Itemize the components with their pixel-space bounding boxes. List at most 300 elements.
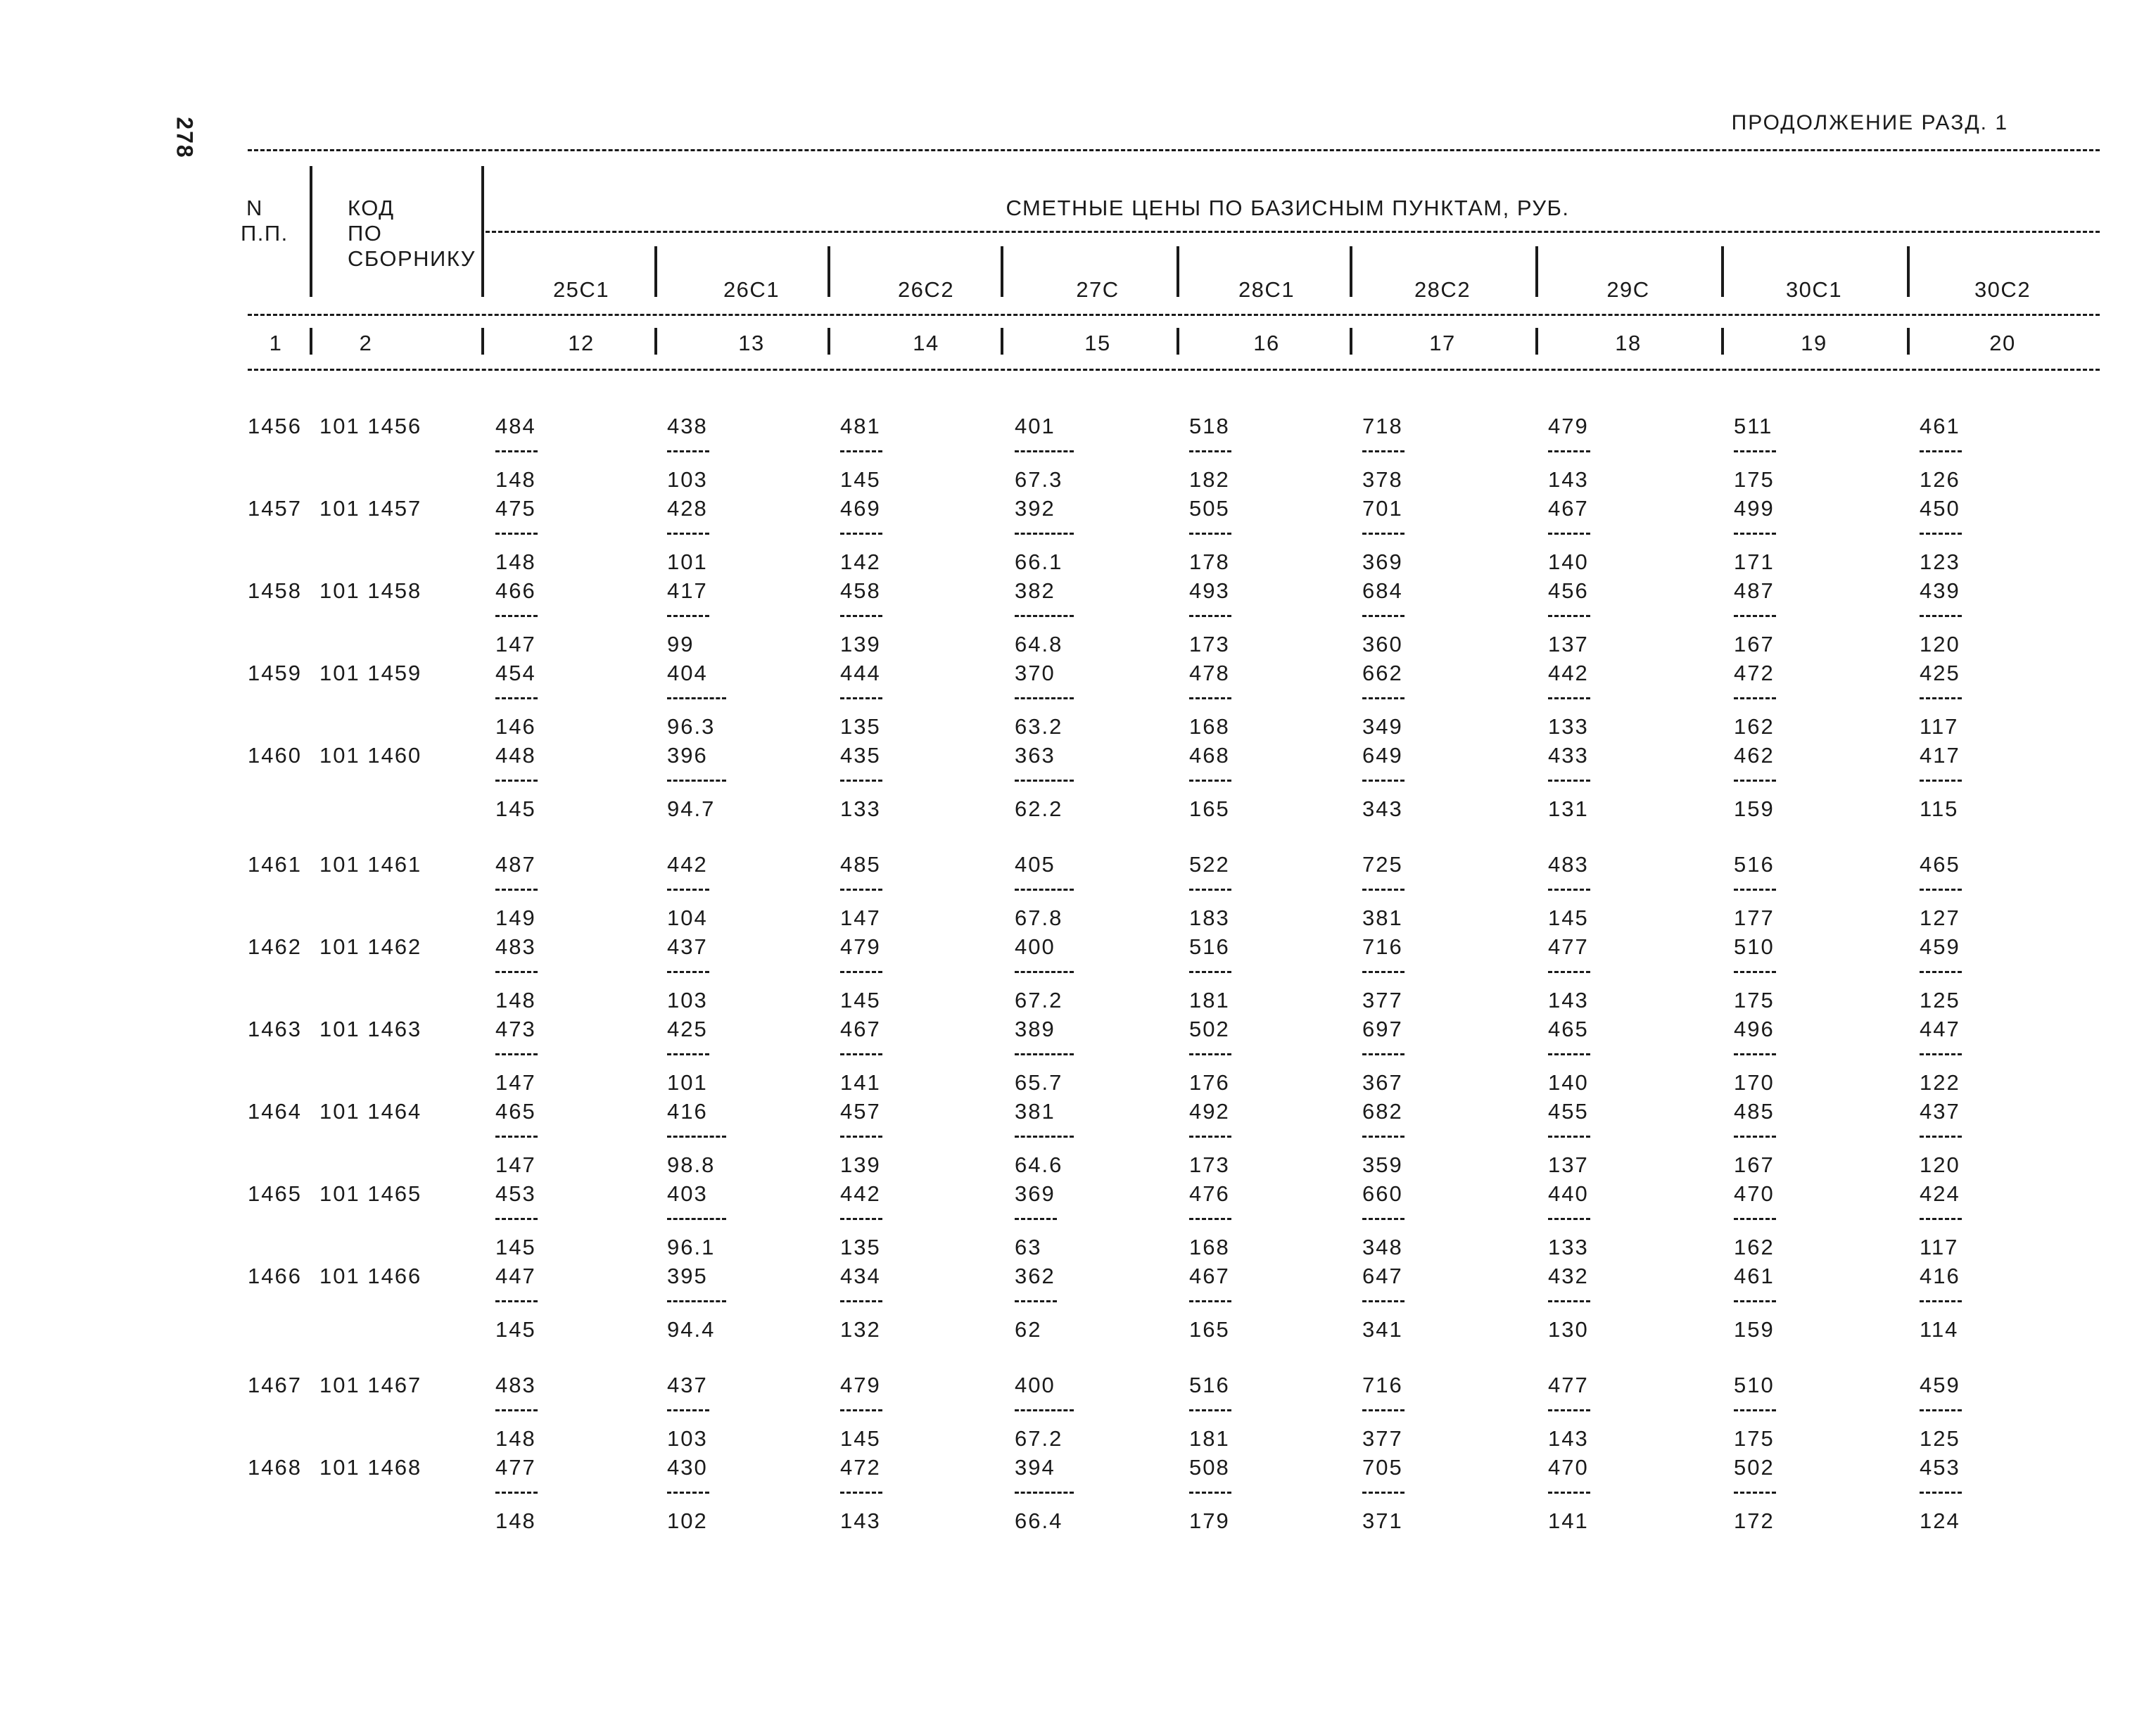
- price-cell-bottom: 348: [1362, 1235, 1403, 1259]
- price-cell-bottom: 159: [1734, 1317, 1775, 1342]
- price-cell-bottom: 145: [840, 1426, 881, 1451]
- price-cell-bottom: 148: [495, 467, 536, 492]
- price-cell-top: 493: [1189, 578, 1230, 603]
- row-number: 1464: [248, 1099, 302, 1124]
- column-header: 25С1: [552, 277, 610, 302]
- price-cell-bottom: 63: [1015, 1235, 1042, 1259]
- fraction-line: [1548, 1300, 1590, 1302]
- fraction-line: [1920, 780, 1962, 782]
- price-cell-bottom: 101: [667, 1070, 708, 1095]
- fraction-line: [1362, 697, 1404, 699]
- price-cell-bottom: 149: [495, 906, 536, 930]
- price-cell-top: 437: [667, 1373, 708, 1397]
- price-cell-top: 467: [840, 1017, 881, 1041]
- price-cell-bottom: 143: [1548, 467, 1589, 492]
- fraction-line: [1015, 1053, 1074, 1055]
- fraction-line: [1362, 1136, 1404, 1138]
- price-cell-top: 705: [1362, 1455, 1403, 1480]
- fraction-line: [1734, 889, 1776, 891]
- price-cell-top: 467: [1189, 1264, 1230, 1288]
- price-cell-top: 430: [667, 1455, 708, 1480]
- price-cell-bottom: 62: [1015, 1317, 1042, 1342]
- price-cell-bottom: 167: [1734, 632, 1775, 656]
- fraction-line: [840, 1409, 882, 1411]
- price-cell-bottom: 143: [1548, 1426, 1589, 1451]
- header-divider-n: [310, 166, 312, 297]
- price-cell-bottom: 117: [1920, 1235, 1959, 1259]
- price-cell-bottom: 133: [1548, 1235, 1589, 1259]
- fraction-line: [1015, 450, 1074, 452]
- fraction-line: [495, 1053, 538, 1055]
- price-cell-bottom: 145: [840, 988, 881, 1012]
- price-cell-top: 370: [1015, 661, 1055, 685]
- price-cell-bottom: 165: [1189, 1317, 1230, 1342]
- price-cell-bottom: 148: [495, 1508, 536, 1533]
- price-cell-top: 469: [840, 496, 881, 521]
- price-cell-top: 647: [1362, 1264, 1403, 1288]
- price-cell-bottom: 62.2: [1015, 796, 1063, 821]
- price-cell-top: 456: [1548, 578, 1589, 603]
- price-cell-bottom: 145: [495, 1235, 536, 1259]
- price-cell-top: 462: [1734, 743, 1775, 768]
- fraction-line: [1362, 533, 1404, 535]
- price-cell-top: 479: [840, 934, 881, 959]
- price-cell-bottom: 133: [840, 796, 881, 821]
- price-cell-bottom: 360: [1362, 632, 1403, 656]
- row-code: 101 1467: [319, 1373, 422, 1397]
- price-cell-top: 475: [495, 496, 536, 521]
- fraction-line: [840, 1300, 882, 1302]
- price-cell-top: 479: [1548, 414, 1589, 438]
- row-code: 101 1459: [319, 661, 422, 685]
- price-cell-top: 416: [667, 1099, 708, 1124]
- fraction-line: [667, 1136, 726, 1138]
- price-cell-top: 487: [1734, 578, 1775, 603]
- row-number: 1457: [248, 496, 302, 521]
- fraction-line: [840, 780, 882, 782]
- header-divider-col-7: [1721, 246, 1724, 297]
- price-cell-top: 448: [495, 743, 536, 768]
- fraction-line: [495, 615, 538, 617]
- fraction-line: [495, 1218, 538, 1220]
- row-number: 1460: [248, 743, 302, 768]
- price-cell-bottom: 104: [667, 906, 708, 930]
- price-cell-top: 465: [1548, 1017, 1589, 1041]
- number-row-divider-2: [654, 328, 657, 355]
- fraction-line: [1920, 533, 1962, 535]
- price-cell-bottom: 139: [840, 1152, 881, 1177]
- price-cell-top: 502: [1734, 1455, 1775, 1480]
- number-row-divider-9: [1907, 328, 1910, 355]
- price-cell-bottom: 172: [1734, 1508, 1775, 1533]
- fraction-line: [1189, 1492, 1231, 1494]
- price-cell-bottom: 125: [1920, 1426, 1960, 1451]
- price-cell-top: 400: [1015, 934, 1055, 959]
- price-cell-bottom: 142: [840, 549, 881, 574]
- price-cell-bottom: 146: [495, 714, 536, 739]
- number-row-divider-1: [481, 328, 484, 355]
- row-number: 1459: [248, 661, 302, 685]
- price-cell-top: 496: [1734, 1017, 1775, 1041]
- price-cell-bottom: 369: [1362, 549, 1403, 574]
- fraction-line: [1189, 615, 1231, 617]
- fraction-line: [667, 1492, 709, 1494]
- price-cell-top: 400: [1015, 1373, 1055, 1397]
- price-cell-bottom: 147: [840, 906, 881, 930]
- price-cell-bottom: 132: [840, 1317, 881, 1342]
- price-cell-bottom: 183: [1189, 906, 1230, 930]
- price-cell-top: 437: [1920, 1099, 1960, 1124]
- price-cell-top: 492: [1189, 1099, 1230, 1124]
- price-cell-top: 483: [495, 934, 536, 959]
- fraction-line: [1734, 1218, 1776, 1220]
- fraction-line: [1015, 780, 1074, 782]
- row-code: 101 1461: [319, 852, 422, 877]
- price-cell-top: 401: [1015, 414, 1055, 438]
- price-cell-bottom: 175: [1734, 467, 1775, 492]
- price-cell-bottom: 137: [1548, 1152, 1589, 1177]
- price-cell-top: 516: [1189, 934, 1230, 959]
- price-cell-bottom: 131: [1548, 796, 1589, 821]
- price-cell-top: 508: [1189, 1455, 1230, 1480]
- page-number: 278: [172, 117, 198, 159]
- price-cell-top: 516: [1189, 1373, 1230, 1397]
- column-header: 28С2: [1414, 277, 1471, 302]
- price-cell-top: 433: [1548, 743, 1589, 768]
- price-cell-bottom: 181: [1189, 1426, 1230, 1451]
- fraction-line: [495, 697, 538, 699]
- price-cell-bottom: 103: [667, 467, 708, 492]
- price-cell-top: 485: [1734, 1099, 1775, 1124]
- row-code: 101 1460: [319, 743, 422, 768]
- fraction-line: [1920, 1218, 1962, 1220]
- price-cell-bottom: 182: [1189, 467, 1230, 492]
- price-cell-bottom: 341: [1362, 1317, 1403, 1342]
- price-cell-top: 416: [1920, 1264, 1960, 1288]
- price-cell-top: 396: [667, 743, 708, 768]
- price-cell-top: 483: [495, 1373, 536, 1397]
- price-cell-top: 505: [1189, 496, 1230, 521]
- fraction-line: [1362, 1218, 1404, 1220]
- header-divider-col-6: [1535, 246, 1538, 297]
- row-number: 1462: [248, 934, 302, 959]
- price-cell-top: 392: [1015, 496, 1055, 521]
- price-cell-top: 447: [1920, 1017, 1960, 1041]
- column-header: 30С2: [1974, 277, 2031, 302]
- fraction-line: [1734, 1300, 1776, 1302]
- fraction-line: [1920, 889, 1962, 891]
- fraction-line: [1362, 1409, 1404, 1411]
- price-cell-bottom: 162: [1734, 714, 1775, 739]
- fraction-line: [1189, 1300, 1231, 1302]
- fraction-line: [667, 1409, 709, 1411]
- fraction-line: [1015, 533, 1074, 535]
- price-cell-bottom: 162: [1734, 1235, 1775, 1259]
- price-cell-top: 435: [840, 743, 881, 768]
- price-cell-bottom: 177: [1734, 906, 1775, 930]
- price-cell-bottom: 381: [1362, 906, 1403, 930]
- price-cell-bottom: 67.3: [1015, 467, 1063, 492]
- price-cell-top: 510: [1734, 934, 1775, 959]
- fraction-line: [1920, 1300, 1962, 1302]
- price-cell-top: 477: [1548, 1373, 1589, 1397]
- price-cell-bottom: 139: [840, 632, 881, 656]
- column-header: 29С: [1606, 277, 1650, 302]
- price-cell-bottom: 94.7: [667, 796, 716, 821]
- price-cell-top: 404: [667, 661, 708, 685]
- fraction-line: [667, 971, 709, 973]
- fraction-line: [495, 1409, 538, 1411]
- price-cell-bottom: 133: [1548, 714, 1589, 739]
- price-cell-bottom: 145: [495, 1317, 536, 1342]
- row-number: 1467: [248, 1373, 302, 1397]
- header-divider-col-3: [1001, 246, 1003, 297]
- fraction-line: [1548, 780, 1590, 782]
- price-cell-top: 465: [495, 1099, 536, 1124]
- price-cell-top: 473: [495, 1017, 536, 1041]
- price-cell-bottom: 103: [667, 988, 708, 1012]
- row-number: 1456: [248, 414, 302, 438]
- price-cell-top: 466: [495, 578, 536, 603]
- price-cell-bottom: 141: [840, 1070, 881, 1095]
- price-cell-top: 432: [1548, 1264, 1589, 1288]
- price-cell-top: 389: [1015, 1017, 1055, 1041]
- price-cell-bottom: 145: [1548, 906, 1589, 930]
- price-cell-bottom: 148: [495, 1426, 536, 1451]
- fraction-line: [1189, 1409, 1231, 1411]
- fraction-line: [1734, 780, 1776, 782]
- fraction-line: [1015, 1218, 1057, 1220]
- price-cell-top: 457: [840, 1099, 881, 1124]
- price-cell-bottom: 170: [1734, 1070, 1775, 1095]
- price-cell-top: 417: [1920, 743, 1960, 768]
- fraction-line: [1548, 450, 1590, 452]
- price-cell-top: 450: [1920, 496, 1960, 521]
- fraction-line: [840, 697, 882, 699]
- fraction-line: [1015, 971, 1074, 973]
- price-cell-bottom: 349: [1362, 714, 1403, 739]
- price-cell-top: 459: [1920, 1373, 1960, 1397]
- fraction-line: [1362, 889, 1404, 891]
- column-number: 13: [738, 331, 765, 355]
- fraction-line: [1362, 1492, 1404, 1494]
- price-cell-top: 682: [1362, 1099, 1403, 1124]
- price-cell-bottom: 173: [1189, 1152, 1230, 1177]
- price-cell-top: 425: [1920, 661, 1960, 685]
- header-divider-col-5: [1350, 246, 1352, 297]
- header-code-line3: СБОРНИКУ: [348, 246, 476, 271]
- price-cell-top: 477: [1548, 934, 1589, 959]
- price-cell-top: 477: [495, 1455, 536, 1480]
- number-row-divider-4: [1001, 328, 1003, 355]
- price-cell-top: 487: [495, 852, 536, 877]
- header-divider-col-4: [1177, 246, 1179, 297]
- fraction-line: [1362, 971, 1404, 973]
- fraction-line: [495, 1492, 538, 1494]
- row-code: 101 1466: [319, 1264, 422, 1288]
- price-cell-top: 405: [1015, 852, 1055, 877]
- fraction-line: [840, 889, 882, 891]
- price-cell-top: 472: [840, 1455, 881, 1480]
- row-number: 1461: [248, 852, 302, 877]
- section-note: ПРОДОЛЖЕНИЕ РАЗД. 1: [1731, 111, 2008, 134]
- price-cell-top: 483: [1548, 852, 1589, 877]
- price-cell-top: 440: [1548, 1181, 1589, 1206]
- price-cell-bottom: 147: [495, 632, 536, 656]
- price-cell-top: 363: [1015, 743, 1055, 768]
- fraction-line: [1362, 615, 1404, 617]
- price-cell-bottom: 67.2: [1015, 1426, 1063, 1451]
- price-cell-top: 455: [1548, 1099, 1589, 1124]
- price-cell-top: 461: [1734, 1264, 1775, 1288]
- price-cell-top: 434: [840, 1264, 881, 1288]
- fraction-line: [1734, 1492, 1776, 1494]
- fraction-line: [840, 1136, 882, 1138]
- fraction-line: [1734, 450, 1776, 452]
- price-cell-bottom: 126: [1920, 467, 1960, 492]
- price-cell-top: 465: [1920, 852, 1960, 877]
- price-cell-bottom: 117: [1920, 714, 1959, 739]
- header-divider-col-2: [827, 246, 830, 297]
- fraction-line: [1015, 1492, 1074, 1494]
- fraction-line: [1734, 971, 1776, 973]
- price-cell-top: 479: [840, 1373, 881, 1397]
- price-cell-top: 381: [1015, 1099, 1055, 1124]
- fraction-line: [495, 533, 538, 535]
- price-cell-bottom: 145: [495, 796, 536, 821]
- price-cell-bottom: 171: [1734, 549, 1775, 574]
- fraction-line: [1189, 1053, 1231, 1055]
- price-cell-top: 467: [1548, 496, 1589, 521]
- price-cell-top: 453: [495, 1181, 536, 1206]
- price-cell-bottom: 143: [1548, 988, 1589, 1012]
- price-cell-bottom: 147: [495, 1152, 536, 1177]
- price-cell-top: 461: [1920, 414, 1960, 438]
- price-cell-bottom: 63.2: [1015, 714, 1063, 739]
- price-cell-bottom: 176: [1189, 1070, 1230, 1095]
- fraction-line: [495, 971, 538, 973]
- fraction-line: [1734, 1053, 1776, 1055]
- price-cell-top: 470: [1734, 1181, 1775, 1206]
- price-cell-bottom: 122: [1920, 1070, 1960, 1095]
- column-number: 20: [1989, 331, 2016, 355]
- price-cell-top: 478: [1189, 661, 1230, 685]
- price-cell-top: 518: [1189, 414, 1230, 438]
- header-group-title: СМЕТНЫЕ ЦЕНЫ ПО БАЗИСНЫМ ПУНКТАМ, РУБ.: [1006, 196, 1570, 220]
- fraction-line: [1548, 697, 1590, 699]
- fraction-line: [1920, 697, 1962, 699]
- fraction-line: [667, 533, 709, 535]
- price-cell-bottom: 178: [1189, 549, 1230, 574]
- fraction-line: [1362, 450, 1404, 452]
- fraction-line: [667, 780, 726, 782]
- price-cell-top: 424: [1920, 1181, 1960, 1206]
- fraction-line: [495, 1136, 538, 1138]
- price-cell-top: 439: [1920, 578, 1960, 603]
- price-cell-bottom: 99: [667, 632, 695, 656]
- header-n-line1: N: [246, 196, 263, 220]
- price-cell-bottom: 114: [1920, 1317, 1959, 1342]
- price-cell-top: 499: [1734, 496, 1775, 521]
- fraction-line: [1015, 889, 1074, 891]
- fraction-line: [667, 697, 726, 699]
- price-cell-top: 472: [1734, 661, 1775, 685]
- price-cell-bottom: 67.2: [1015, 988, 1063, 1012]
- header-mid-rule: [248, 314, 2100, 316]
- number-row-divider-3: [827, 328, 830, 355]
- column-number: 19: [1801, 331, 1827, 355]
- row-code: 101 1468: [319, 1455, 422, 1480]
- column-header: 28С1: [1238, 277, 1295, 302]
- column-number: 18: [1615, 331, 1642, 355]
- fraction-line: [1189, 889, 1231, 891]
- fraction-line: [1920, 1136, 1962, 1138]
- price-cell-top: 454: [495, 661, 536, 685]
- fraction-line: [1548, 971, 1590, 973]
- fraction-line: [1920, 1409, 1962, 1411]
- fraction-line: [840, 450, 882, 452]
- price-cell-top: 481: [840, 414, 881, 438]
- price-cell-top: 660: [1362, 1181, 1403, 1206]
- price-cell-bottom: 130: [1548, 1317, 1589, 1342]
- fraction-line: [667, 1218, 726, 1220]
- fraction-line: [495, 1300, 538, 1302]
- price-cell-bottom: 140: [1548, 1070, 1589, 1095]
- price-cell-bottom: 140: [1548, 549, 1589, 574]
- price-cell-top: 511: [1734, 414, 1773, 438]
- price-cell-bottom: 115: [1920, 796, 1959, 821]
- price-cell-bottom: 67.8: [1015, 906, 1063, 930]
- price-cell-top: 649: [1362, 743, 1403, 768]
- column-number: 2: [359, 331, 373, 355]
- price-cell-bottom: 181: [1189, 988, 1230, 1012]
- row-number: 1468: [248, 1455, 302, 1480]
- price-cell-top: 447: [495, 1264, 536, 1288]
- row-code: 101 1456: [319, 414, 422, 438]
- fraction-line: [1362, 1300, 1404, 1302]
- fraction-line: [840, 533, 882, 535]
- price-cell-bottom: 94.4: [667, 1317, 716, 1342]
- price-cell-bottom: 135: [840, 714, 881, 739]
- fraction-line: [840, 1492, 882, 1494]
- price-cell-bottom: 173: [1189, 632, 1230, 656]
- price-cell-bottom: 127: [1920, 906, 1960, 930]
- price-cell-top: 453: [1920, 1455, 1960, 1480]
- fraction-line: [1548, 615, 1590, 617]
- fraction-line: [1548, 889, 1590, 891]
- header-divider-code: [481, 166, 484, 297]
- number-row-divider-6: [1350, 328, 1352, 355]
- header-bottom-rule: [248, 369, 2100, 371]
- fraction-line: [1189, 697, 1231, 699]
- fraction-line: [1548, 1492, 1590, 1494]
- price-cell-top: 425: [667, 1017, 708, 1041]
- price-cell-top: 476: [1189, 1181, 1230, 1206]
- group-title-rule: [486, 231, 2100, 233]
- row-code: 101 1463: [319, 1017, 422, 1041]
- fraction-line: [1734, 533, 1776, 535]
- price-cell-top: 382: [1015, 578, 1055, 603]
- price-cell-top: 484: [495, 414, 536, 438]
- price-cell-bottom: 371: [1362, 1508, 1403, 1533]
- fraction-line: [495, 450, 538, 452]
- column-header: 26С2: [897, 277, 955, 302]
- price-cell-bottom: 125: [1920, 988, 1960, 1012]
- number-row-divider-8: [1721, 328, 1724, 355]
- column-number: 16: [1253, 331, 1280, 355]
- price-cell-top: 442: [1548, 661, 1589, 685]
- fraction-line: [1920, 615, 1962, 617]
